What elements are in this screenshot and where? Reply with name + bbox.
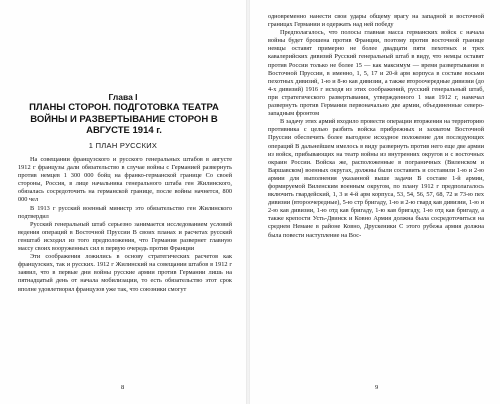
chapter-label: Глава I: [108, 92, 138, 102]
chapter-title: ПЛАНЫ СТОРОН. ПОДГОТОВКА ТЕАТРА ВОЙНЫ И РАЗВЕРТЫВАНИЕ СТОРОН В АВГУСТЕ 1914 г.: [29, 102, 219, 136]
paragraph: Русский генеральный штаб серьезно занимается исследованием условий ведения операций в Восточной Пруссии В своих планах и расчетах русский генштаб исходил из того предположения, что Германия развернет главную массу своих вооруженных сил в первую очередь против Франции: [18, 220, 232, 253]
left-body-text: [18, 156, 232, 294]
paragraph: В 1913 г русский военный министр это обязательство ген Жилинского подтвердил: [18, 204, 232, 220]
right-page: [250, 0, 500, 404]
paragraph: На совещании французского и русского генеральных штабов в августе 1912 г французы дали обязательство в случае войны с Германией развернуть против немцев 1 300 000 бойц на франко-германской границе Со своей стороны, Россия, в лице начальника генерального штаба ген Жилинского, обязалась сосредоточить на германской границе, после войны начнется, 800 000 чел: [18, 156, 232, 204]
section-title: 1 ПЛАН РУССКИХ: [88, 141, 158, 150]
page-number-left: 8: [121, 384, 125, 391]
paragraph: Предполагалось, что полосы главная масса германских войск с начала войны будет брошена против Франции, поэтому против восточной границе немцы оставят примерно не более двадцати пяти пехотных и трех кавалерийских дивизий Русский генеральный штаб в виду, что немцы оставят против России только не более 15 — как максимум — время развертывания в Восточной Пруссии, в именно, 1, 5, 17 и 20-й арм корпуса в составе восьми пехотных дивизий, 1-ю и 8-ю кав дивизии, а также второочередные дивизии (до 4-х дивизий) 1916 г исходя из этих соображений, русский генеральный штаб, при стратегического развертывания, утвержденного 1 мая 1912 г, намечал развернуть против Германии первоначально две армии, объединенные северо-западным фронтом: [268, 29, 484, 118]
paragraph: Эти соображения ложились в основу стратегических расчетов как французских, так и русских. 1912 г Жилинский на совещании штабов в 1912 г заявил, что в первые дни войны русские армии против Германии лишь на пятнадцатый день от начала мобилизации, то есть обязательство этот срок вполне удовлетворял французов уже так, что союзники смогут: [18, 253, 232, 293]
page-number-right: 9: [375, 384, 379, 391]
paragraph: В задачу этих армий входило провести операции вторжения на территорию противника с целью разбить войска прибрежных и захватом Восточной Пруссии обеспечить более выгодное исходное положение для последующих операций В дальнейшем имелось в виду развернуть против него еще две армии из войск, прибывающих на театр войны из внутренних округов и с восточных окраин России. Войска же, расположенные в пограничных (Виленском и Варшавском) военных округах, должны были составить и составили 1-ю и 2-ю армии для выполнения указанной выше задачи В составе 1-й армии, формируемой Виленским военным округом, по плану 1912 г предполагалось включить гвардейский, 1, 3 и 4-й арм корпуса, 53, 54, 56, 57, 68, 72 и 73-ю пех дивизии (второочередные), 5-ю стр бригаду, 1-ю и 2-ю гвард кав дивизии, 1-ю и 2-ю кав дивизии, 1-ю отд кав бригаду, 1-ю кав бригаду, 1-ю отд кав бригаду, а также крепости Усть-Двинск и Ковно Армия должна была сосредоточиться на среднем Немане в районе Ковно, Друскеники С этого рубежа армия должна была повести наступление на Вос-: [268, 118, 484, 239]
right-body-text: [268, 13, 484, 240]
left-page: [0, 0, 246, 404]
paragraph: одновременно нанести свои удары общему врагу на западной и восточной границах Германии и одержать над ней победу: [268, 13, 484, 29]
